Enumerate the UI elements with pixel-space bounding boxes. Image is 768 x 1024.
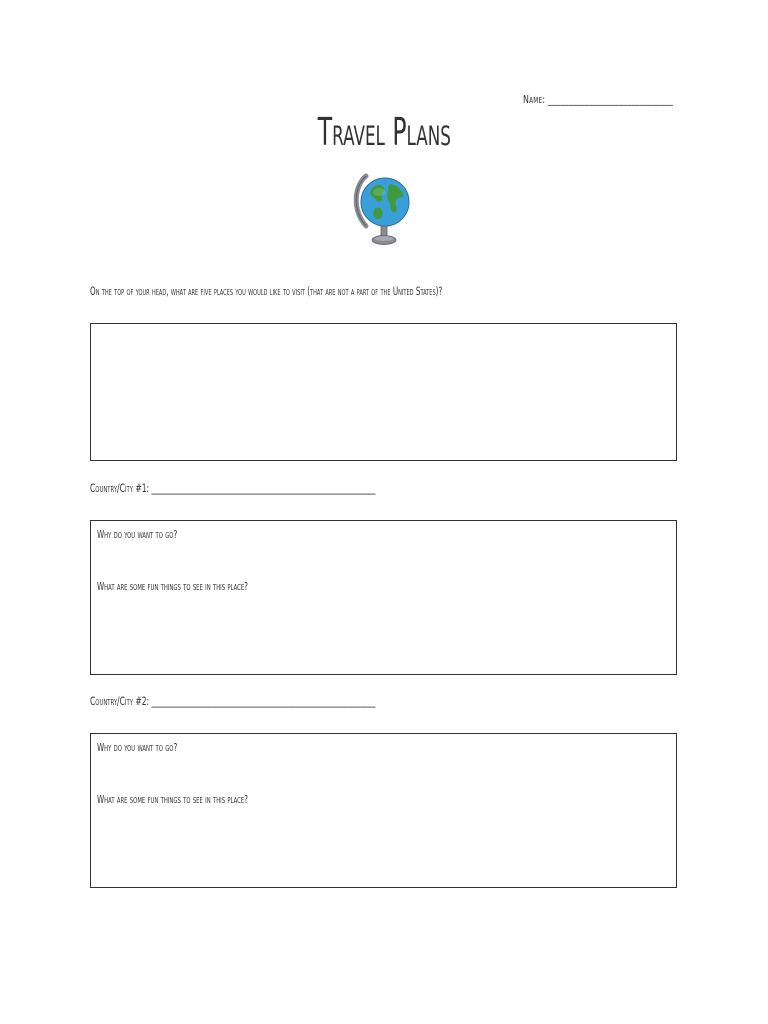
why-prompt: Why do you want to go?: [97, 528, 178, 541]
country-city-1-box[interactable]: [90, 520, 677, 675]
fun-things-prompt: What are some fun things to see in this place?: [97, 793, 249, 806]
globe-icon: [352, 170, 416, 250]
page-title-text: Travel Plans: [317, 110, 451, 154]
fun-things-prompt: What are some fun things to see in this place?: [97, 580, 249, 593]
country-city-2-box[interactable]: [90, 733, 677, 888]
country-city-2-label: Country/City #2: ___________________________________________________________: [90, 694, 376, 708]
places-answer-box[interactable]: [90, 323, 677, 461]
country-city-1-label: Country/City #1: ___________________________________________________________: [90, 481, 376, 495]
page-title: [0, 110, 768, 154]
why-prompt: Why do you want to go?: [97, 741, 178, 754]
intro-question: On the top of your head, what are five places you would like to visit (that are not a part of the United States)?: [90, 284, 443, 298]
name-line: Name: ______________________________: [523, 93, 674, 106]
